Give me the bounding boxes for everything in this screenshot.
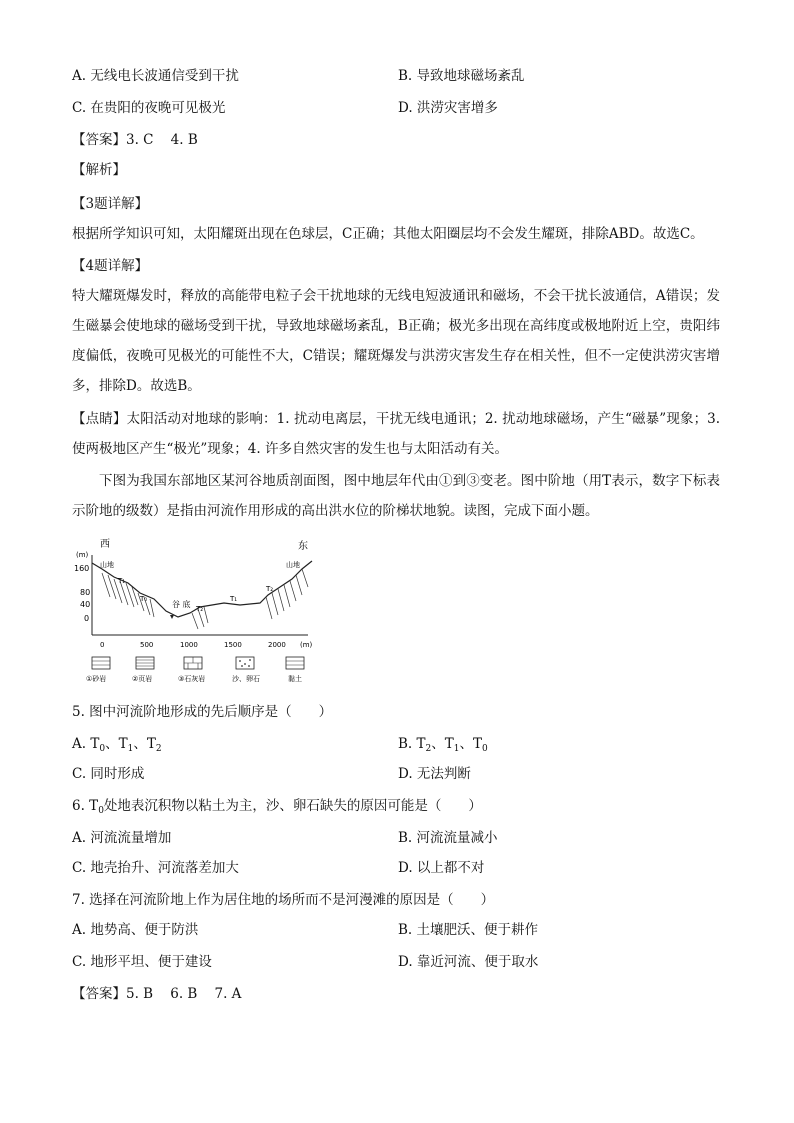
q5-a-text: A. T [72,736,100,752]
q6-option-d: D. 以上都不对 [398,860,485,876]
legend-sandstone: ①砂岩 [86,675,107,683]
fig-x-tick-0: 0 [100,641,105,649]
fig-unit-label: (m) [76,551,89,559]
fig-x-tick-2000: 2000 [268,641,286,649]
answer-text: 3. C 4. B [126,132,198,148]
fig-terrace-label: T₀ [140,595,148,603]
analysis-label: 【解析】 [72,162,126,178]
fig-terrace-label: T₂ [196,605,204,613]
q4-option-a: A. 无线电长波通信受到干扰 [72,68,239,84]
fig-y-tick-160: 160 [74,564,90,573]
q5-a-text: 、T [133,736,156,752]
intro-paragraph: 下图为我国东部地区某河谷地质剖面图，图中地层年代由①到③变老。图中阶地（用T表示，数字下标表示阶地的级数）是指由河流作用形成的高出洪水位的阶梯状地貌。读图，完成下面小题。 [72,473,720,519]
q7-option-b: B. 土壤肥沃、便于耕作 [398,922,539,938]
q3-detail-text: 根据所学知识可知，太阳耀斑出现在色球层，C正确；其他太阳圈层均不会发生耀斑，排除ABD。故选C。 [72,226,704,242]
q5-a-text: 、T [105,736,128,752]
q6-stem-text: 6. T [72,798,99,814]
fig-terrace-label: T₁ [118,577,126,585]
q4-option-b: B. 导致地球磁场紊乱 [398,68,525,84]
q5-b-sub: 0 [482,744,488,754]
q5-b-text: 、T [431,736,454,752]
q6-option-c: C. 地壳抬升、河流落差加大 [72,860,239,876]
river-valley-cross-section [74,535,324,695]
fig-x-unit: (m) [300,641,313,649]
q7-option-c: C. 地形平坦、便于建设 [72,954,212,970]
q5-b-sub: 1 [453,744,460,754]
answer-line-2 [72,984,241,1004]
q5-a-sub: 0 [99,744,106,754]
fig-terrace-label: T₁ [230,595,238,603]
q6-stem-sub: 0 [98,806,104,816]
fig-y-tick-80: 80 [80,588,91,597]
fig-mountain-left: 山地 [100,561,114,569]
q6-option-b: B. 河流流量减小 [398,830,498,846]
key-point-tag: 【点睛】 [72,411,127,427]
legend-shale: ②页岩 [132,675,153,683]
q5-a-sub: 1 [127,744,134,754]
fig-west-label: 西 [100,539,110,550]
legend-limestone: ③石灰岩 [178,675,206,683]
fig-terrace-label: T₂ [266,585,274,593]
q5-option-a [72,734,162,759]
q6-stem-text: 处地表沉积物以粘土为主，沙、卵石缺失的原因可能是（ ） [103,798,482,814]
answer-line-1 [72,130,198,150]
q4-option-d: D. 洪涝灾害增多 [398,100,498,116]
key-point-text: 太阳活动对地球的影响：1. 扰动电离层，干扰无线电通讯；2. 扰动地球磁场，产生“磁暴”现象；3. 使两极地区产生“极光”现象；4. 许多自然灾害的发生也与太阳活动有关。 [72,411,720,457]
q6-option-a: A. 河流流量增加 [72,830,172,846]
fig-y-tick-40: 40 [80,600,91,609]
q3-detail-tag: 【3题详解】 [72,196,149,212]
fig-x-tick-500: 500 [140,641,154,649]
q4-detail-text: 特大耀斑爆发时，释放的高能带电粒子会干扰地球的无线电短波通讯和磁场，不会干扰长波通信，A错误；发生磁暴会使地球的磁场受到干扰，导致地球磁场紊乱，B正确；极光多出现在高纬度或极地附近上空，贵阳纬度偏低，夜晚可见极光的可能性不大，C错误；耀斑爆发与洪涝灾害发生存在相关性，但不一定使洪涝灾害增多，排除D。故选B。 [72,288,720,394]
q5-option-b [398,734,488,759]
fig-valley-label: 谷 底 [172,600,191,609]
q5-option-d: D. 无法判断 [398,766,471,782]
q7-option-a: A. 地势高、便于防洪 [72,922,199,938]
q5-b-text: B. T [398,736,426,752]
legend-sand-gravel: 沙、卵石 [232,675,260,683]
q5-option-c: C. 同时形成 [72,766,145,782]
water-level-marker [170,615,174,619]
answer-tag: 【答案】 [72,986,126,1002]
key-point [72,404,720,464]
q6-stem [72,796,482,821]
fig-mountain-right: 山地 [286,561,300,569]
fig-legend [86,657,304,683]
q4-detail-tag: 【4题详解】 [72,258,149,274]
fig-y-tick-0: 0 [84,614,90,623]
answer-text: 5. B 6. B 7. A [126,986,242,1002]
strata-hatching [102,569,308,629]
q4-option-c: C. 在贵阳的夜晚可见极光 [72,100,226,116]
q5-b-sub: 2 [425,744,432,754]
fig-x-tick-1500: 1500 [224,641,242,649]
legend-clay: 黏土 [288,675,302,683]
q5-a-sub: 2 [155,744,162,754]
q7-option-d: D. 靠近河流、便于取水 [398,954,539,970]
q5-stem: 5. 图中河流阶地形成的先后顺序是（ ） [72,704,333,720]
fig-x-tick-1000: 1000 [180,641,198,649]
fig-east-label: 东 [298,541,308,552]
q5-b-text: 、T [459,736,483,752]
answer-tag: 【答案】 [72,132,126,148]
q7-stem: 7. 选择在河流阶地上作为居住地的场所而不是河漫滩的原因是（ ） [72,892,495,908]
